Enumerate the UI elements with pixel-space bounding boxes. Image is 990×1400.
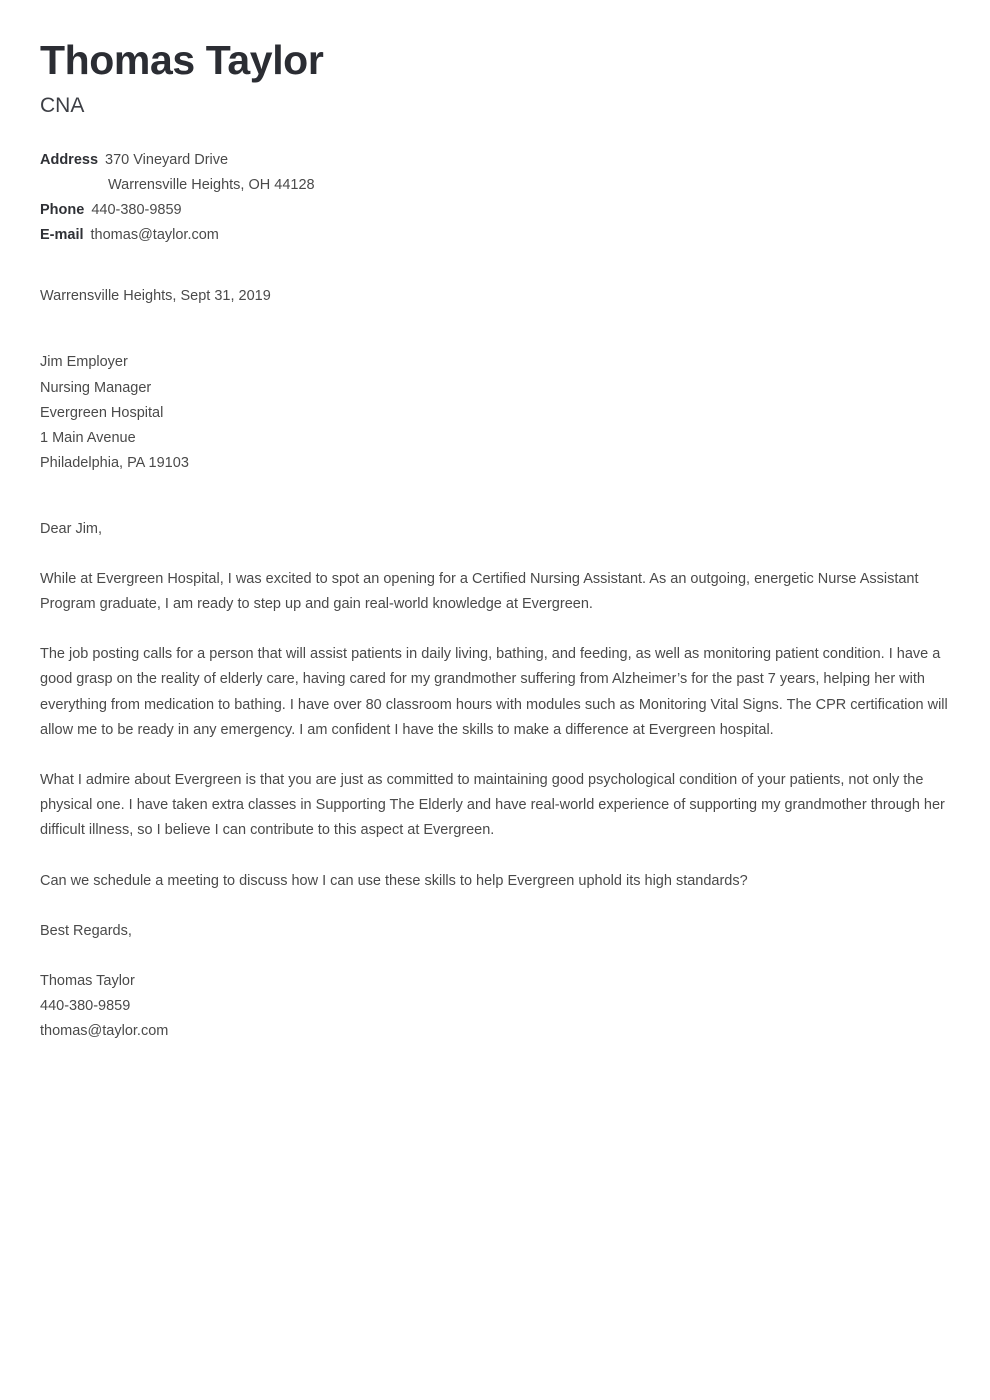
body-paragraph: Can we schedule a meeting to discuss how I can use these skills to help Evergreen uphold its high standards? (40, 872, 748, 889)
body-paragraph: What I admire about Evergreen is that you are just as committed to maintaining good psychological condition of your patients, not only the physical one. I have taken extra classes in Supporting The Elderly and have real-world experience of supporting my grandmother through her difficult illness, so I believe I can contribute to this aspect at Evergreen. (40, 771, 945, 839)
phone-label: Phone (40, 202, 85, 219)
recipient-address-block (40, 350, 950, 476)
contact-details-block (40, 148, 950, 248)
closing-phrase: Best Regards, (40, 922, 132, 939)
salutation: Dear Jim, (40, 520, 103, 537)
letter-header (40, 38, 950, 118)
address-label: Address (40, 152, 99, 169)
signature-name: Thomas Taylor (40, 972, 135, 989)
recipient-line: Jim Employer (40, 354, 128, 371)
contact-row-email (40, 223, 950, 248)
address-line-2: Warrensville Heights, OH 44128 (108, 177, 315, 194)
letter-date-line: Warrensville Heights, Sept 31, 2019 (40, 288, 271, 305)
candidate-job-title: CNA (40, 94, 85, 118)
candidate-name: Thomas Taylor (40, 37, 324, 83)
email-value: thomas@taylor.com (90, 227, 219, 244)
contact-row-address (40, 148, 950, 198)
phone-value: 440-380-9859 (91, 202, 182, 219)
email-label: E-mail (40, 227, 84, 244)
signature-email: thomas@taylor.com (40, 1023, 169, 1040)
signature-phone: 440-380-9859 (40, 998, 131, 1015)
body-paragraph: The job posting calls for a person that will assist patients in daily living, bathing, and feeding, as well as monitoring patient condition. I have a good grasp on the reality of elderly care, having cared for my grandmother suffering from Alzheimer’s for the past 7 years, helping her with everything from medication to bathing. I have over 80 classroom hours with modules such as Monitoring Vital Signs. The CPR certification will allow me to be ready in any emergency. I am confident I have the skills to make a difference at Evergreen hospital. (40, 646, 948, 738)
address-line-1: 370 Vineyard Drive (105, 152, 229, 169)
signature-block (40, 969, 950, 1045)
recipient-line: Philadelphia, PA 19103 (40, 455, 189, 472)
recipient-line: Nursing Manager (40, 379, 152, 396)
body-paragraph: While at Evergreen Hospital, I was excited to spot an opening for a Certified Nursing Assistant. As an outgoing, energetic Nurse Assistant Program graduate, I am ready to step up and gain real-world knowledge at Evergreen. (40, 570, 919, 612)
contact-row-phone (40, 198, 950, 223)
recipient-line: Evergreen Hospital (40, 404, 164, 421)
recipient-line: 1 Main Avenue (40, 430, 136, 447)
